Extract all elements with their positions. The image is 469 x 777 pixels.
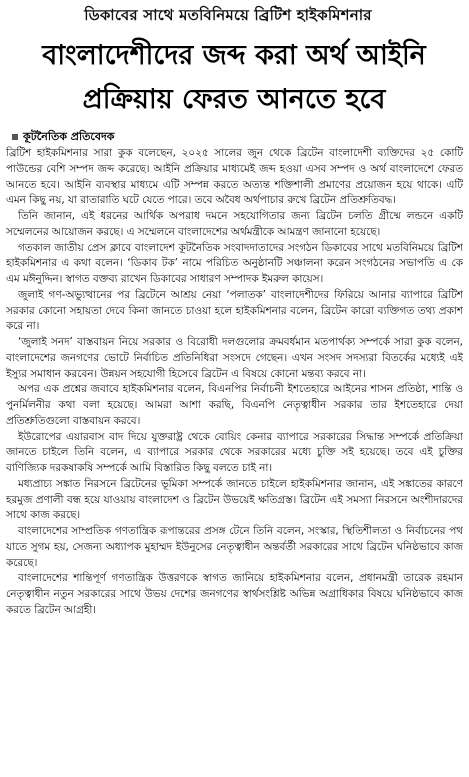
paragraph: বাংলাদেশের শান্তিপূর্ণ গণতান্ত্রিক উত্তরণকে স্বাগত জানিয়ে হাইকমিশনার বলেন, প্রধানমন্ত্রী তারেক রহমান নেতৃত্বাধীন নতুন সরকারের সাথে উভয় দেশের জনগণের স্বার্থসংশ্লিষ্ট অভিন্ন অগ্রাধিকার বিষয়ে ঘনিষ্ঠভাবে কাজ করতে ব্রিটেন আগ্রহী। xyxy=(6,572,463,616)
paragraph: অপর এক প্রশ্নের জবাবে হাইকমিশনার বলেন, বিএনপির নির্বাচনী ইশতেহারে আইনের শাসন প্রতিষ্ঠা, শান্তি ও পুনর্মিলনীর কথা বলা হয়েছে। আমরা আশা করছি, বিএনপি নেতৃত্বাধীন সরকার তার ইশতেহারে দেয়া প্রতিশ্রুতিগুলো বাস্তবায়ন করবে। xyxy=(6,383,463,427)
article-body xyxy=(6,146,463,777)
paragraph: ‘জুলাই সনদ’ বাস্তবায়ন নিয়ে সরকার ও বিরোধী দলগুলোর ক্রমবর্ধমান মতপার্থক্য সম্পর্কে সারা কুক বলেন, বাংলাদেশের জনগণের ভোটে নির্বাচিত প্রতিনিধিরা সংসদে গেছেন। এখন সংসদ সদস্যরা বিতর্কের মধ্যেই এই ইস্যুর সমাধান করবেন। উন্নয়ন সহযোগী হিসেবে ব্রিটেন এ বিষয়ে কোনো মন্তব্য করবে না। xyxy=(6,336,463,380)
paragraph: তিনি জানান, এই ধরনের আর্থিক অপরাধ দমনে সহযোগিতার জন্য ব্রিটেন চলতি গ্রীষ্মে লন্ডনে একটি সম্মেলনের আয়োজন করছে। এ সম্মেলনে বাংলাদেশের অর্থমন্ত্রীকে আমন্ত্রণ জানানো হয়েছে। xyxy=(6,210,463,238)
paragraph: জুলাই গণ-অভ্যুত্থানের পর ব্রিটেনে আশ্রয় নেয়া ‘পলাতক’ বাংলাদেশীদের ফিরিয়ে আনার ব্যাপারে ব্রিটিশ সরকার কোনো সহায়তা দেবে কিনা জানতে চাওয়া হলে হাইকমিশনার বলেন, ব্রিটেন কারো ব্যক্তিগত তথ্য প্রকাশ করে না। xyxy=(6,288,463,333)
paragraph: ব্রিটিশ হাইকমিশনার সারা কুক বলেছেন, ২০২৫ সালের জুন থেকে ব্রিটেন বাংলাদেশী ব্যক্তিদের ২৫ কোটি পাউন্ডের বেশি সম্পদ জব্দ করেছে। আইনি প্রক্রিয়ার মাধ্যমেই জব্দ হওয়া এসব সম্পদ ও অর্থ বাংলাদেশে ফেরত আনতে হবে। আইনি ব্যবস্থার মাধ্যমে এটি সম্পন্ন করতে অত্যন্ত শক্তিশালী প্রমাণের প্রয়োজন হয়ে থাকে। এটি এমন কিছু নয়, যা রাতারাতি ঘটে যেতে পারে। তবে অবৈধ অর্থপাচার রুখে ব্রিটেন প্রতিশ্রুতিবদ্ধ। xyxy=(6,147,463,207)
paragraph: গতকাল জাতীয় প্রেস ক্লাবে বাংলাদেশ কূটনৈতিক সংবাদদাতাদের সংগঠন ডিকাবের সাথে মতবিনিময়ে ব্রিটিশ হাইকমিশনার এ কথা বলেন। ‘ডিকাব টক’ নামে পরিচিত অনুষ্ঠানটি সঞ্চালনা করেন সংগঠনের সভাপতি এ কে এম মঈনুদ্দিন। স্বাগত বক্তব্য রাখেন ডিকাবের সাধারণ সম্পাদক ইমরুল কায়েস। xyxy=(6,241,463,285)
headline-line-1: বাংলাদেশীদের জব্দ করা অর্থ আইনি xyxy=(42,40,426,71)
paragraph: ইউরোপের এয়ারবাস বাদ দিয়ে যুক্তরাষ্ট্র থেকে বোয়িং কেনার ব্যাপারে সরকারের সিদ্ধান্ত সম্পর্কে প্রতিক্রিয়া জানতে চাইলে তিনি বলেন, এ ব্যাপারে সরকার থেকে সরকারের মধ্যে চুক্তি সই হয়েছে। তবে এই চুক্তির বাণিজ্যিক দরকষাকষি সম্পর্কে আমি বিস্তারিত কিছু বলতে চাই না। xyxy=(6,430,463,474)
headline-line-2: প্রক্রিয়ায় ফেরত আনতে হবে xyxy=(82,84,386,115)
kicker: ডিকাবের সাথে মতবিনিময়ে ব্রিটিশ হাইকমিশনার xyxy=(84,6,372,24)
bullet-icon xyxy=(12,134,18,140)
paragraph: মধ্যপ্রাচ্য সঙ্কাত নিরসনে ব্রিটেনের ভূমিকা সম্পর্কে জানতে চাইলে হাইকমিশনার জানান, এই সঙ্কাতের কারণে হরমুজ প্রণালী বন্ধ হয়ে যাওয়ায় বাংলাদেশ ও ব্রিটেন উভয়েই ক্ষতিগ্রস্ত। ব্রিটেন এই সমস্যা নিরসনে অংশীদারদের সাথে কাজ করছে। xyxy=(6,477,463,522)
byline-text: কূটনৈতিক প্রতিবেদক xyxy=(23,130,115,143)
paragraph: বাংলাদেশের সাম্প্রতিক গণতান্ত্রিক রূপান্তরের প্রসঙ্গ টেনে তিনি বলেন, সংস্কার, স্থিতিশীলতা ও নির্বাচনের পথ যাতে সুগম হয়, সেজন্য অধ্যাপক মুহাম্মদ ইউনুসের নেতৃত্বাধীন অন্তর্বর্তী সরকারের সাথে ব্রিটেন ঘনিষ্ঠভাবে কাজ করেছে। xyxy=(6,525,463,569)
byline xyxy=(12,129,114,145)
